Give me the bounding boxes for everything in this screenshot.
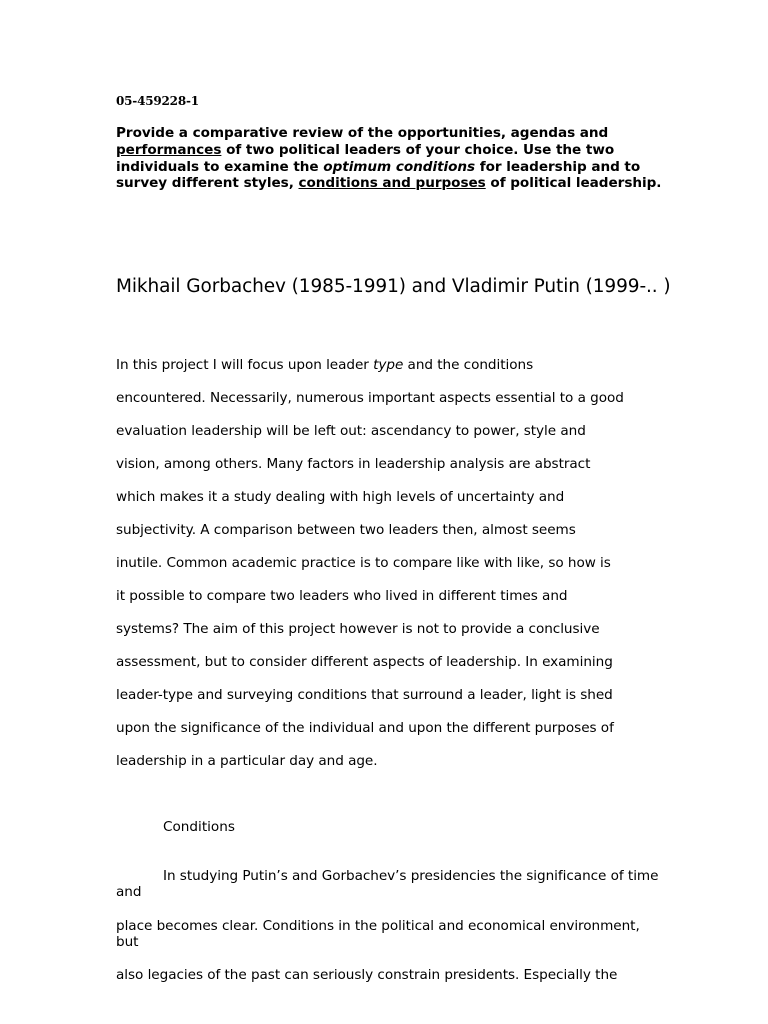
intro-text: In this project I will focus upon leader [116, 357, 374, 373]
assignment-prompt [116, 125, 676, 192]
intro-line: encountered. Necessarily, numerous important aspects essential to a good [116, 390, 624, 406]
document-id: 05-459228-1 [116, 94, 199, 108]
intro-line: evaluation leadership will be left out: ascendancy to power, style and [116, 423, 586, 439]
intro-line: upon the significance of the individual and upon the different purposes of [116, 720, 614, 736]
prompt-text: for leadership and to survey different styles, [116, 158, 641, 192]
intro-italic-text: type [373, 357, 404, 373]
prompt-text: of political leadership. [485, 175, 662, 192]
section-heading: Conditions [163, 819, 235, 835]
document-title: Mikhail Gorbachev (1985-1991) and Vladimir Putin (1999-.. ) [116, 276, 671, 297]
intro-line: leader-type and surveying conditions that surround a leader, light is shed [116, 687, 613, 703]
conditions-paragraph: place becomes clear. Conditions in the political and economical environment, but [116, 918, 640, 950]
intro-line: inutile. Common academic practice is to compare like with like, so how is [116, 555, 611, 571]
prompt-text: of two political leaders of your choice. Use the two individuals to examine the [116, 141, 615, 175]
intro-line: which makes it a study dealing with high levels of uncertainty and [116, 489, 565, 505]
prompt-underlined-text: conditions and purposes [298, 175, 486, 192]
conditions-paragraph: also legacies of the past can seriously constrain presidents. Especially the [116, 967, 618, 983]
intro-line: leadership in a particular day and age. [116, 753, 378, 769]
prompt-italic-text: optimum conditions [323, 158, 476, 175]
intro-text: and the conditions [403, 357, 534, 373]
intro-line [116, 356, 533, 374]
intro-line: subjectivity. A comparison between two leaders then, almost seems [116, 522, 576, 538]
intro-line: assessment, but to consider different aspects of leadership. In examining [116, 654, 613, 670]
prompt-text: Provide a comparative review of the opportunities, agendas and [116, 125, 609, 141]
intro-line: vision, among others. Many factors in leadership analysis are abstract [116, 456, 591, 472]
intro-line: systems? The aim of this project however is not to provide a conclusive [116, 621, 600, 637]
prompt-underlined-text: performances [116, 141, 222, 158]
intro-line: it possible to compare two leaders who lived in different times and [116, 588, 568, 604]
conditions-paragraph: In studying Putin’s and Gorbachev’s presidencies the significance of time and [116, 868, 659, 900]
